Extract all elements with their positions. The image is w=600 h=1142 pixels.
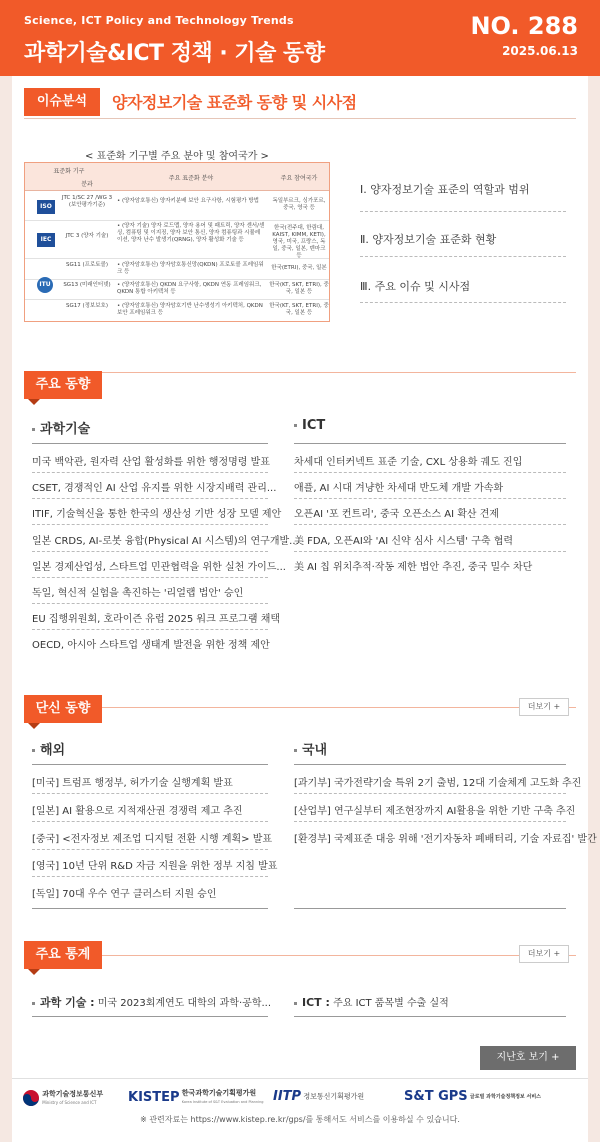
item-divider [294,498,566,499]
footer-notice: ※ 관련자료는 https://www.kistep.re.kr/gps/를 통해서도 서비스를 이용하실 수 있습니다. [140,1115,460,1124]
science-stat-link[interactable] [32,994,271,1010]
brief-news-tag: 단신 동향 [24,695,102,723]
standards-table-image[interactable] [24,162,330,322]
issue-analysis-tag: 이슈분석 [24,88,100,116]
item-divider [32,551,268,552]
cell-field: • (양자암호통신) QKDN 요구사항, QKDN 연동 프레임워크, QKDN 통합 아키텍처 등 [117,282,262,295]
iec-logo: IEC [37,233,55,247]
item-divider [32,524,268,525]
cell-field: • (양자암호통신) 양자암호기반 난수생성기 아키텍처, QKDN 보안 프레임워크 등 [117,303,263,316]
bullet-icon [294,1002,297,1005]
list-item[interactable]: 차세대 인터커넥트 표준 기술, CXL 상용화 궤도 진입 [294,457,523,468]
toc-divider [360,302,566,303]
issue-analysis-title[interactable]: 양자정보기술 표준화 동향 및 시사점 [112,93,357,112]
toc-item-2[interactable]: Ⅱ. 양자정보기술 표준화 현황 [360,233,497,246]
list-item[interactable]: OECD, 아시아 스타트업 생태계 발전을 위한 정책 제안 [32,640,270,652]
column-rule [294,764,566,765]
iitp-name: 정보통신기획평가원 [303,1092,365,1101]
cell-group: SG11 (프로토콜) [65,262,109,268]
item-divider [32,793,268,794]
column-rule [32,443,268,444]
list-item[interactable]: 독일, 혁신적 실험을 촉진하는 '리얼랩 법안' 승인 [32,588,244,599]
cell-field: • (양자암호통신) 양자암호통신망(QKDN) 프로토콜 프레임워크 등 [117,262,264,275]
item-divider [294,793,566,794]
cell-countries: 한국(KT, SKT, ETRI), 중국, 일본 등 [269,282,329,295]
header-subtitle: Science, ICT Policy and Technology Trends [24,14,294,27]
issue-number: NO. 288 [470,12,578,40]
table-row [25,221,329,259]
iitp-mark: IITP [273,1089,302,1104]
header-title: 과학기술&ICT 정책 · 기술 동향 [24,41,325,66]
science-stat-label: 과학 기술 : [40,996,95,1009]
table-row [25,300,329,321]
cell-field: • (양자암호통신) 양자키분배 보안 요구사항, 시험평가 방법 [117,198,259,204]
list-item[interactable]: [환경부] 국제표준 대응 위해 '전기자동차 폐배터리, 기술 자료집' 발간 [294,833,597,845]
list-item[interactable]: [중국] <전자정보 제조업 디지털 전환 시행 계획> 발표 [32,833,273,845]
brief-more-button[interactable]: 더보기 + [519,698,569,716]
table-header [25,163,329,191]
msit-logo[interactable] [22,1089,103,1107]
itu-logo: ITU [37,277,53,293]
bullet-icon [32,428,35,431]
ict-heading [294,418,325,433]
past-issues-button[interactable]: 지난호 보기 + [480,1046,576,1070]
list-item[interactable]: EU 집행위원회, 호라이즌 유럽 2025 워크 프로그램 채택 [32,614,281,626]
divider [24,118,576,119]
ict-heading-label: ICT [302,418,326,433]
list-item[interactable]: 오픈AI '포 컨트리', 중국 오픈소스 AI 확산 견제 [294,509,500,521]
list-item[interactable]: [독일] 70대 우수 연구 클러스터 지원 승인 [32,889,217,901]
iitp-logo[interactable] [273,1089,364,1104]
ict-stat-text: 주요 ICT 품목별 수출 실적 [333,998,449,1009]
item-divider [32,472,268,473]
domestic-heading [294,739,327,758]
header-field: 주요 표준화 분야 [168,175,214,182]
item-divider [32,849,268,850]
taegeuk-icon [22,1089,40,1107]
science-heading-label: 과학기술 [40,422,91,437]
list-item[interactable]: 일본 CRDS, AI-로봇 융합(Physical AI 시스템)의 연구개발... [32,535,299,547]
list-item[interactable]: CSET, 경쟁적인 AI 산업 유지를 위한 시장지배력 관리... [32,483,277,495]
list-item[interactable]: 美 FDA, 오픈AI와 'AI 신약 심사 시스템' 구축 협력 [294,535,514,547]
msit-name-en: Ministry of Science and ICT [42,1099,97,1105]
kistep-mark: KISTEP [128,1090,180,1105]
cell-countries: 한국(전주대, 한림대, KAIST, KIMM, KETI), 영국, 미국, 프랑스, 독일, 중국, 일본, 덴마크 등 [272,225,326,259]
item-divider [32,629,268,630]
ict-stat-label: ICT : [302,996,330,1009]
item-divider [294,821,566,822]
table-row [25,192,329,221]
table-caption: < 표준화 기구별 주요 분야 및 참여국가 > [85,151,269,162]
table-row [25,280,329,300]
list-item[interactable]: [일본] AI 활용으로 지적재산권 경쟁력 제고 추진 [32,805,243,817]
toc-item-3[interactable]: Ⅲ. 주요 이슈 및 시사점 [360,280,471,293]
item-divider [32,876,268,877]
bullet-icon [294,749,297,752]
item-divider [294,524,566,525]
science-heading [32,418,90,437]
item-divider [32,577,268,578]
msit-name: 과학기술정보통신부 [42,1089,104,1098]
overseas-heading [32,739,65,758]
item-divider [294,551,566,552]
column-rule [32,764,268,765]
ict-stat-link[interactable] [294,994,449,1009]
list-item[interactable]: [산업부] 연구실부터 제조현장까지 AI활용을 위한 기반 구축 추진 [294,805,576,817]
section-rule [102,372,576,373]
bullet-icon [32,1002,35,1005]
section-rule [102,707,576,708]
cell-group: SG17 (정보보호) [65,303,109,309]
item-divider [294,472,566,473]
list-item[interactable]: [과기부] 국가전략기술 특위 2기 출범, 12대 기술체계 고도화 추진 [294,778,582,789]
kistep-name: 한국과학기술기획평가원 [181,1089,257,1097]
st-gps-logo[interactable] [404,1089,541,1104]
major-trends-tag: 주요 동향 [24,371,102,399]
gps-name: 글로벌 과학기술정책정보 서비스 [469,1094,541,1100]
footer-divider [12,1078,588,1079]
bullet-icon [32,749,35,752]
kistep-name-en: Korea Institute of S&T Evaluation and Planning [181,1100,264,1104]
column-rule [294,1016,566,1017]
header-group: 분과 [81,181,93,188]
column-rule [294,908,566,909]
column-rule [294,443,566,444]
column-rule [32,1016,268,1017]
item-divider [32,498,268,499]
list-item[interactable]: 美 AI 칩 위치추적·작동 제한 법안 추진, 중국 밀수 차단 [294,561,533,573]
header-org: 표준화 기구 [53,168,85,175]
column-rule [32,908,268,909]
header-countries: 주요 참여국가 [280,175,318,182]
domestic-heading-label: 국내 [302,743,328,758]
cell-group: JTC 3 (양자 기술) [65,233,109,239]
overseas-heading-label: 해외 [40,743,66,758]
list-item[interactable]: 애플, AI 시대 겨냥한 차세대 반도체 개발 가속화 [294,483,504,495]
toc-divider [360,256,566,257]
major-stats-tag: 주요 통계 [24,941,102,969]
section-rule [102,955,576,956]
cell-group: JTC 1/SC 27 /WG 3 (보안평가기준) [61,195,113,208]
issue-date: 2025.06.13 [502,44,578,58]
gps-mark: S&T GPS [404,1089,468,1104]
list-item[interactable]: 미국 백악관, 원자력 산업 활성화를 위한 행정명령 발표 [32,457,270,468]
cell-field: • (양자 기술) 양자 로드맵, 양자 용어 및 패트릭, 양자 센서/센싱, 컴퓨팅 및 이지징, 양자 보안 통신, 양자 컴퓨팅과 시뮬레이션, 양자 난수 발생기(QRNG), 양자 활성화 기술 등 [117,223,265,243]
toc-divider [360,211,566,212]
kistep-logo[interactable] [128,1089,264,1106]
item-divider [32,603,268,604]
stats-more-button[interactable]: 더보기 + [519,945,569,963]
list-item[interactable]: [미국] 트럼프 행정부, 허가기술 실행계획 발표 [32,778,233,789]
cell-countries: 한국(KT, SKT, ETRI), 중국, 일본 등 [269,303,329,316]
toc-item-1[interactable]: Ⅰ. 양자정보기술 표준의 역할과 범위 [360,183,530,196]
list-item[interactable]: 일본 경제산업성, 스타트업 민관협력을 위한 실천 가이드... [32,561,286,573]
iso-logo: ISO [37,200,55,214]
item-divider [32,821,268,822]
science-stat-text: 미국 2023회계연도 대학의 과학·공학... [97,998,272,1009]
cell-countries: 한국(ETRI), 중국, 일본 [271,265,327,271]
header-banner [0,0,600,76]
list-item[interactable]: ITIF, 기술혁신을 통한 한국의 생산성 기반 성장 모델 제안 [32,509,282,521]
bullet-icon [294,424,297,427]
list-item[interactable]: [영국] 10년 단위 R&D 자금 지원을 위한 정부 지침 발표 [32,861,278,873]
cell-group: SG13 (미래인터넷) [63,282,111,288]
cell-countries: 독일부르크, 싱가포르, 중국, 영국 등 [272,198,326,211]
